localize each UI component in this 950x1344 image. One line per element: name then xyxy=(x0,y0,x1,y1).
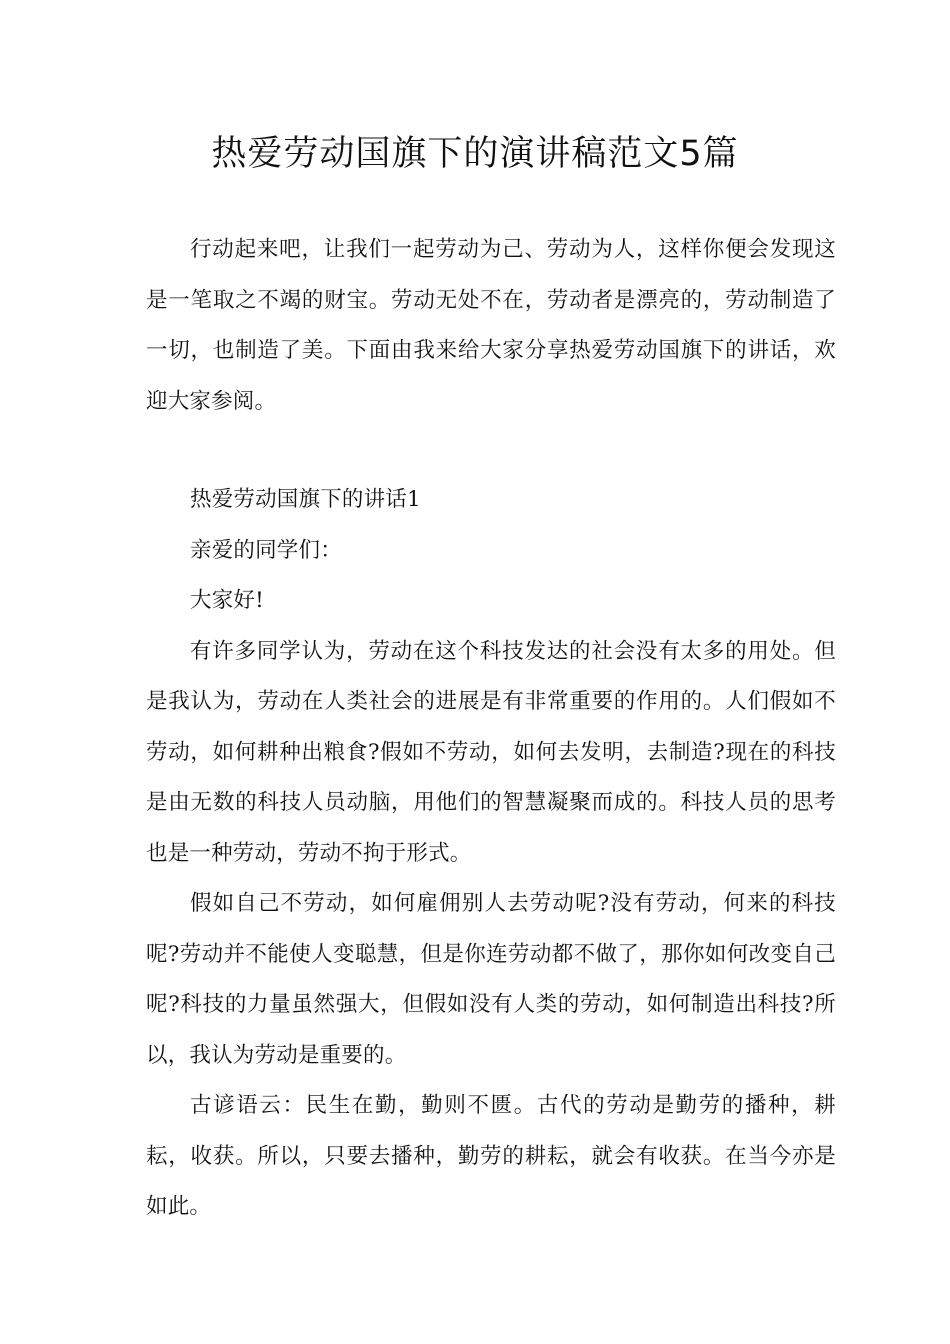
intro-block xyxy=(146,225,836,427)
speech-section xyxy=(146,475,836,1233)
body-paragraph: 古谚语云：民生在勤，勤则不匮。古代的劳动是勤劳的播种，耕耘，收获。所以，只要去播种，勤劳的耕耘，就会有收获。在当今亦是如此。 xyxy=(146,1093,836,1219)
section-heading: 热爱劳动国旗下的讲话1 xyxy=(190,487,421,512)
salutation: 亲爱的同学们： xyxy=(190,537,342,563)
body-paragraph: 有许多同学认为，劳动在这个科技发达的社会没有太多的用处。但是我认为，劳动在人类社会的进展是有非常重要的作用的。人们假如不劳动，如何耕种出粮食?假如不劳动，如何去发明，去制造?现在的科技是由无数的科技人员动脑，用他们的智慧凝聚而成的。科技人员的思考也是一种劳动，劳动不拘于形式。 xyxy=(146,638,836,866)
intro-paragraph: 行动起来吧，让我们一起劳动为己、劳动为人，这样你便会发现这是一笔取之不竭的财宝。劳动无处不在，劳动者是漂亮的，劳动制造了一切，也制造了美。下面由我来给大家分享热爱劳动国旗下的讲话，欢迎大家参阅。 xyxy=(146,237,836,414)
document-title: 热爱劳动国旗下的演讲稿范文5篇 xyxy=(211,134,739,174)
greeting: 大家好! xyxy=(190,588,264,613)
body-paragraph: 假如自己不劳动，如何雇佣别人去劳动呢?没有劳动，何来的科技呢?劳动并不能使人变聪慧，但是你连劳动都不做了，那你如何改变自己呢?科技的力量虽然强大，但假如没有人类的劳动，如何制造出科技?所以，我认为劳动是重要的。 xyxy=(146,891,836,1068)
